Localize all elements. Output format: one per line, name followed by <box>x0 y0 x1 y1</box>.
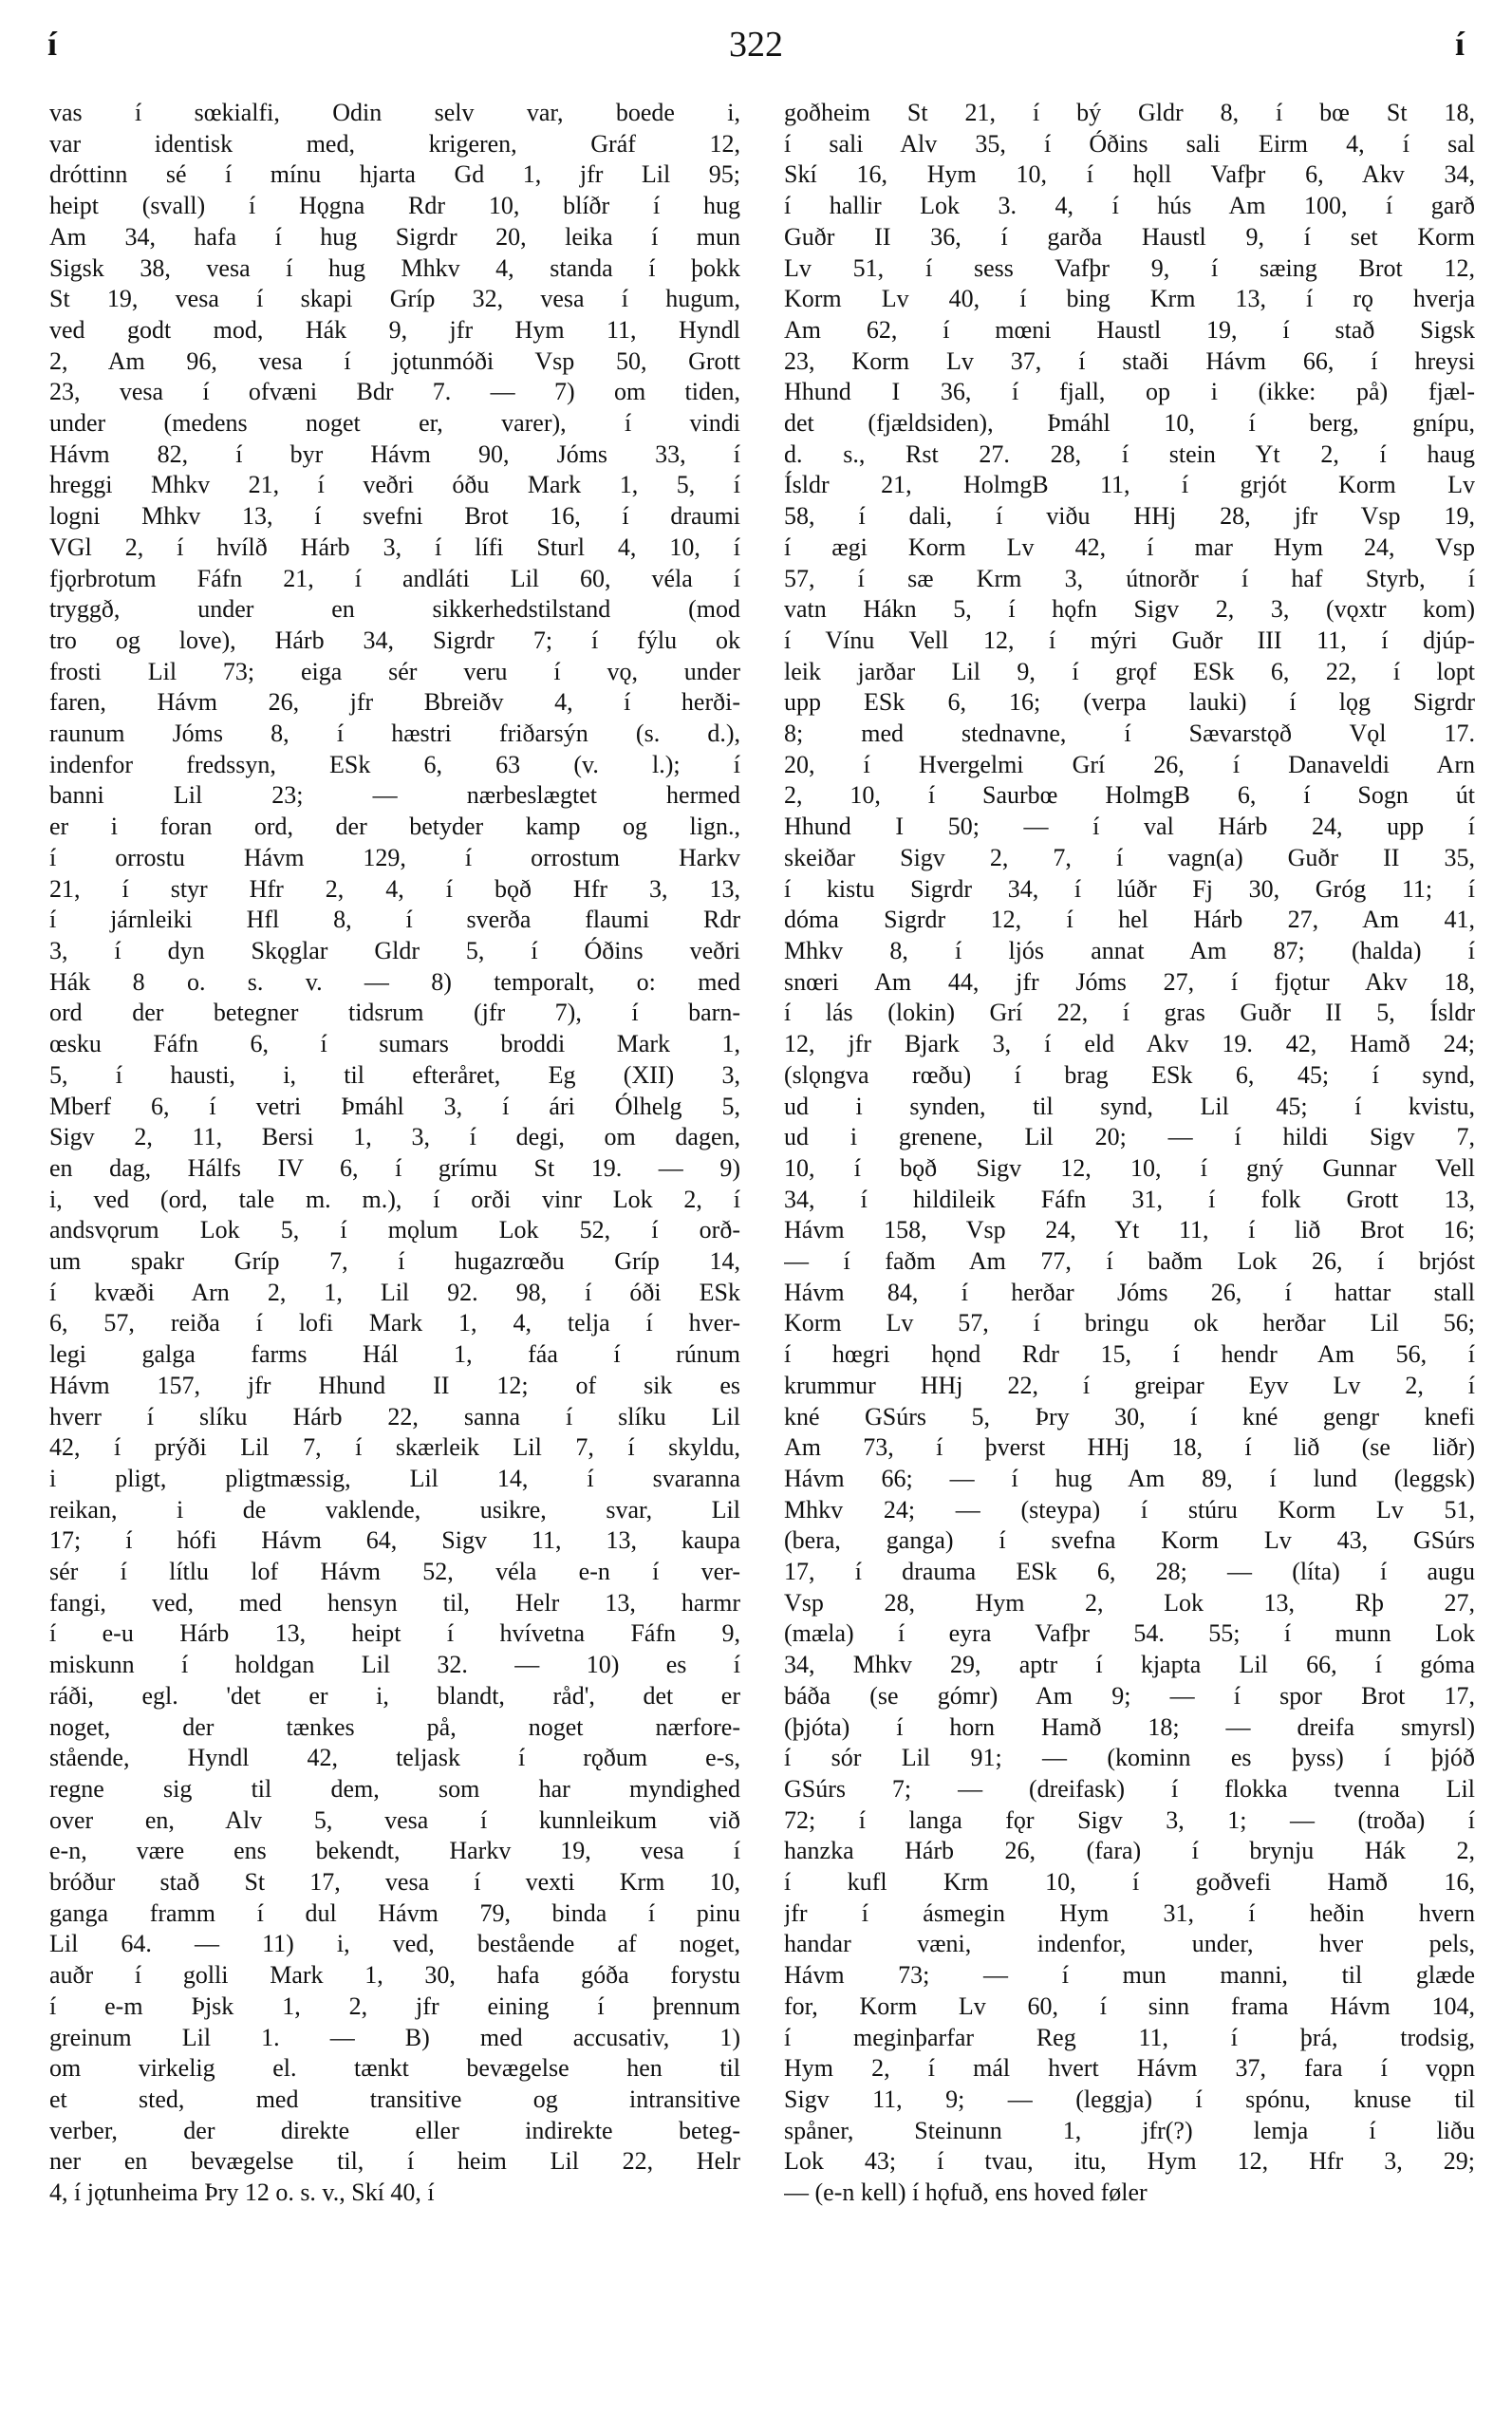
text-line: et sted, med transitive og intransitive <box>49 2085 740 2113</box>
text-line: 8; med stednavne, í Sævarstǫð Vǫl 17. <box>784 720 1475 748</box>
text-line: Guðr II 36, í garða Haustl 9, í set Korm <box>784 222 1475 251</box>
text-line: Hhund I 36, í fjall, op i (ikke: på) fjæl- <box>784 378 1475 406</box>
text-line: d. s., Rst 27. 28, í stein Yt 2, í haug <box>784 439 1475 468</box>
page-number: 322 <box>729 25 783 65</box>
left-text-column <box>49 98 740 2209</box>
text-line: banni Lil 23; — nærbeslægtet hermed <box>49 781 740 810</box>
text-line: i, ved (ord, tale m. m.), í orði vinr Lok 2, í <box>49 1185 740 1213</box>
text-line: greinum Lil 1. — B) med accusativ, 1) <box>49 2023 740 2051</box>
text-line: 12, jfr Bjark 3, í eld Akv 19. 42, Hamð 24; <box>784 1030 1475 1058</box>
text-line: Korm Lv 57, í bringu ok herðar Lil 56; <box>784 1309 1475 1337</box>
text-line: Sigv 11, 9; — (leggja) í spónu, knuse til <box>784 2085 1475 2113</box>
text-line: miskunn í holdgan Lil 32. — 10) es í <box>49 1651 740 1679</box>
text-line: ved godt mod, Hák 9, jfr Hym 11, Hyndl <box>49 315 740 344</box>
text-line: legi galga farms Hál 1, fáa í rúnum <box>49 1340 740 1369</box>
text-line: ud i grenene, Lil 20; — í hildi Sigv 7, <box>784 1123 1475 1151</box>
text-line: om virkelig el. tænkt bevægelse hen til <box>49 2054 740 2083</box>
text-line: er i foran ord, der betyder kamp og lign., <box>49 813 740 841</box>
text-line: — (e-n kell) í hǫfuð, ens hoved føler <box>784 2179 1148 2207</box>
text-line: 58, í dali, í viðu HHj 28, jfr Vsp 19, <box>784 502 1475 531</box>
text-line: en dag, Hálfs IV 6, í grímu St 19. — 9) <box>49 1153 740 1182</box>
text-line: dróttinn sé í mínu hjarta Gd 1, jfr Lil 95; <box>49 160 740 189</box>
text-line: Hávm 82, í byr Hávm 90, Jóms 33, í <box>49 439 740 468</box>
text-line: ráði, egl. 'det er i, blandt, råd', det er <box>49 1681 740 1710</box>
text-line: í hallir Lok 3. 4, í hús Am 100, í garð <box>784 192 1475 220</box>
text-line: stående, Hyndl 42, teljask í rǫðum e-s, <box>49 1744 740 1772</box>
text-line: 5, í hausti, i, til efteråret, Eg (XII) 3, <box>49 1060 740 1089</box>
text-line: í hœgri hǫnd Rdr 15, í hendr Am 56, í <box>784 1340 1475 1369</box>
text-line: 21, í styr Hfr 2, 4, í bǫð Hfr 3, 13, <box>49 874 740 903</box>
text-line: (slǫngva rœðu) í brag ESk 6, 45; í synd, <box>784 1060 1475 1089</box>
text-line: œsku Fáfn 6, í sumars broddi Mark 1, <box>49 1030 740 1058</box>
text-line: Hávm 66; — í hug Am 89, í lund (leggsk) <box>784 1464 1475 1492</box>
text-line: Skí 16, Hym 10, í hǫll Vafþr 6, Akv 34, <box>784 160 1475 189</box>
text-line: í e-u Hárb 13, heipt í hvívetna Fáfn 9, <box>49 1619 740 1648</box>
text-line: Sigsk 38, vesa í hug Mhkv 4, standa í þokk <box>49 253 740 282</box>
text-line: (mæla) í eyra Vafþr 54. 55; í munn Lok <box>784 1619 1475 1648</box>
text-line: leik jarðar Lil 9, í grǫf ESk 6, 22, í lopt <box>784 657 1475 685</box>
text-line: Hávm 157, jfr Hhund II 12; of sik es <box>49 1371 740 1399</box>
text-line: 20, í Hvergelmi Grí 26, í Danaveldi Arn <box>784 750 1475 778</box>
text-line: um spakr Gríp 7, í hugazrœðu Gríp 14, <box>49 1247 740 1276</box>
text-line: Lv 51, í sess Vafþr 9, í sæing Brot 12, <box>784 253 1475 282</box>
text-line: Ísldr 21, HolmgB 11, í grjót Korm Lv <box>784 471 1475 499</box>
text-line: vas í sœkialfi, Odin selv var, boede i, <box>49 99 740 126</box>
text-line: í kistu Sigrdr 34, í lúðr Fj 30, Gróg 11; í <box>784 874 1475 903</box>
text-line: kné GSúrs 5, Þry 30, í kné gengr knefi <box>784 1402 1475 1431</box>
text-line: 57, í sæ Krm 3, útnorðr í haf Styrb, í <box>784 564 1475 592</box>
text-line: skeiðar Sigv 2, 7, í vagn(a) Guðr II 35, <box>784 843 1475 871</box>
text-line: 3, í dyn Skǫglar Gldr 5, í Óðins veðri <box>49 936 740 964</box>
text-line: fangi, ved, med hensyn til, Helr 13, harmr <box>49 1588 740 1617</box>
text-line: 4, í jǫtunheima Þry 12 o. s. v., Skí 40, í <box>49 2179 435 2207</box>
text-line: Mhkv 24; — (steypa) í stúru Korm Lv 51, <box>784 1495 1475 1524</box>
text-line: í e-m Þjsk 1, 2, jfr eining í þrennum <box>49 1992 740 2020</box>
text-line: vatn Hákn 5, í hǫfn Sigv 2, 3, (vǫxtr kom) <box>784 595 1475 624</box>
text-line: reikan, i de vaklende, usikre, svar, Lil <box>49 1495 740 1524</box>
text-line: hverr í slíku Hárb 22, sanna í slíku Lil <box>49 1402 740 1431</box>
text-line: var identisk med, krigeren, Gráf 12, <box>49 129 740 158</box>
text-line: Mberf 6, í vetri Þmáhl 3, í ári Ólhelg 5, <box>49 1092 740 1120</box>
text-line: Hhund I 50; — í val Hárb 24, upp í <box>784 813 1475 841</box>
text-line: tro og love), Hárb 34, Sigrdr 7; í fýlu ok <box>49 626 740 654</box>
text-line: andsvǫrum Lok 5, í mǫlum Lok 52, í orð- <box>49 1216 740 1244</box>
text-line: ganga framm í dul Hávm 79, binda í pinu <box>49 1898 740 1927</box>
text-line: (þjóta) í horn Hamð 18; — dreifa smyrsl) <box>784 1712 1475 1741</box>
text-line: ner en bevægelse til, í heim Lil 22, Helr <box>49 2147 740 2176</box>
text-line: sér í lítlu lof Hávm 52, véla e-n í ver- <box>49 1558 740 1586</box>
text-line: í járnleiki Hfl 8, í sverða flaumi Rdr <box>49 906 740 934</box>
text-line: 34, Mhkv 29, aptr í kjapta Lil 66, í góma <box>784 1651 1475 1679</box>
text-line: í orrostu Hávm 129, í orrostum Harkv <box>49 843 740 871</box>
text-line: Hávm 84, í herðar Jóms 26, í hattar stall <box>784 1278 1475 1306</box>
text-line: í kufl Krm 10, í goðvefi Hamð 16, <box>784 1868 1475 1897</box>
text-line: 23, Korm Lv 37, í staði Hávm 66, í hreysi <box>784 346 1475 375</box>
text-line: hreggi Mhkv 21, í veðri óðu Mark 1, 5, í <box>49 471 740 499</box>
text-line: indenfor fredssyn, ESk 6, 63 (v. l.); í <box>49 750 740 778</box>
header-left-headword: í <box>47 25 58 63</box>
text-line: goðheim St 21, í bý Gldr 8, í bœ St 18, <box>784 99 1475 126</box>
text-line: Vsp 28, Hym 2, Lok 13, Rþ 27, <box>784 1588 1475 1617</box>
text-line: Korm Lv 40, í bing Krm 13, í rǫ hverja <box>784 285 1475 313</box>
text-line: spåner, Steinunn 1, jfr(?) lemja í liðu <box>784 2116 1475 2144</box>
text-line: 6, 57, reiða í lofi Mark 1, 4, telja í hver- <box>49 1309 740 1337</box>
text-line: frosti Lil 73; eiga sér veru í vǫ, under <box>49 657 740 685</box>
text-line: krummur HHj 22, í greipar Eyv Lv 2, í <box>784 1371 1475 1399</box>
text-line: Hávm 158, Vsp 24, Yt 11, í lið Brot 16; <box>784 1216 1475 1244</box>
text-line: hanzka Hárb 26, (fara) í brynju Hák 2, <box>784 1837 1475 1865</box>
text-line: under (medens noget er, varer), í vindi <box>49 409 740 438</box>
text-line: 42, í prýði Lil 7, í skærleik Lil 7, í skyldu, <box>49 1433 740 1462</box>
text-line: fjǫrbrotum Fáfn 21, í andláti Lil 60, véla í <box>49 564 740 592</box>
text-line: handar væni, indenfor, under, hver pels, <box>784 1930 1475 1958</box>
text-line: Mhkv 8, í ljós annat Am 87; (halda) í <box>784 936 1475 964</box>
text-line: Am 73, í þverst HHj 18, í lið (se liðr) <box>784 1433 1475 1462</box>
text-line: Sigv 2, 11, Bersi 1, 3, í degi, om dagen, <box>49 1123 740 1151</box>
text-line: í sór Lil 91; — (kominn es þyss) í þjóð <box>784 1744 1475 1772</box>
text-line: over en, Alv 5, vesa í kunnleikum við <box>49 1805 740 1834</box>
text-line: Hávm 73; — í mun manni, til glæde <box>784 1961 1475 1990</box>
text-line: verber, der direkte eller indirekte beteg- <box>49 2116 740 2144</box>
text-line: tryggð, under en sikkerhedstilstand (mod <box>49 595 740 624</box>
text-line: 2, Am 96, vesa í jǫtunmóði Vsp 50, Grott <box>49 346 740 375</box>
text-line: Am 62, í mœni Haustl 19, í stað Sigsk <box>784 315 1475 344</box>
text-line: Lil 64. — 11) i, ved, bestående af noget, <box>49 1930 740 1958</box>
text-line: logni Mhkv 13, í svefni Brot 16, í draumi <box>49 502 740 531</box>
text-line: í lás (lokin) Grí 22, í gras Guðr II 5, Ísldr <box>784 999 1475 1027</box>
text-line: ord der betegner tidsrum (jfr 7), í barn- <box>49 999 740 1027</box>
text-line: 2, 10, í Saurbœ HolmgB 6, í Sogn út <box>784 781 1475 810</box>
header-right-headword: í <box>1454 25 1465 63</box>
text-line: í kvæði Arn 2, 1, Lil 92. 98, í óði ESk <box>49 1278 740 1306</box>
text-line: auðr í golli Mark 1, 30, hafa góða forystu <box>49 1961 740 1990</box>
text-line: snœri Am 44, jfr Jóms 27, í fjǫtur Akv 18, <box>784 967 1475 996</box>
text-line: báða (se gómr) Am 9; — í spor Brot 17, <box>784 1681 1475 1710</box>
text-line: dóma Sigrdr 12, í hel Hárb 27, Am 41, <box>784 906 1475 934</box>
text-line: upp ESk 6, 16; (verpa lauki) í lǫg Sigrdr <box>784 688 1475 717</box>
text-line: det (fjældsiden), Þmáhl 10, í berg, gnípu, <box>784 409 1475 438</box>
text-line: (bera, ganga) í svefna Korm Lv 43, GSúrs <box>784 1526 1475 1555</box>
text-line: bróður stað St 17, vesa í vexti Krm 10, <box>49 1868 740 1897</box>
text-line: noget, der tænkes på, noget nærfore- <box>49 1712 740 1741</box>
text-line: ud i synden, til synd, Lil 45; í kvistu, <box>784 1092 1475 1120</box>
text-line: 23, vesa í ofvæni Bdr 7. — 7) om tiden, <box>49 378 740 406</box>
text-line: 72; í langa fǫr Sigv 3, 1; — (troða) í <box>784 1805 1475 1834</box>
text-line: í ægi Korm Lv 42, í mar Hym 24, Vsp <box>784 533 1475 561</box>
text-line: í meginþarfar Reg 11, í þrá, trodsig, <box>784 2023 1475 2051</box>
text-line: St 19, vesa í skapi Gríp 32, vesa í hugum, <box>49 285 740 313</box>
text-line: GSúrs 7; — (dreifask) í flokka tvenna Lil <box>784 1774 1475 1803</box>
text-line: heipt (svall) í Hǫgna Rdr 10, blíðr í hug <box>49 192 740 220</box>
text-line: Hák 8 o. s. v. — 8) temporalt, o: med <box>49 967 740 996</box>
text-line: e-n, være ens bekendt, Harkv 19, vesa í <box>49 1837 740 1865</box>
text-line: faren, Hávm 26, jfr Bbreiðv 4, í herði- <box>49 688 740 717</box>
text-line: Lok 43; í tvau, itu, Hym 12, Hfr 3, 29; <box>784 2147 1475 2176</box>
text-line: raunum Jóms 8, í hæstri friðarsýn (s. d.), <box>49 720 740 748</box>
text-line: for, Korm Lv 60, í sinn frama Hávm 104, <box>784 1992 1475 2020</box>
right-text-column <box>784 98 1475 2209</box>
text-line: jfr í ásmegin Hym 31, í heðin hvern <box>784 1898 1475 1927</box>
text-line: í sali Alv 35, í Óðins sali Eirm 4, í sal <box>784 129 1475 158</box>
text-line: Am 34, hafa í hug Sigrdr 20, leika í mun <box>49 222 740 251</box>
text-line: 34, í hildileik Fáfn 31, í folk Grott 13, <box>784 1185 1475 1213</box>
text-line: í Vínu Vell 12, í mýri Guðr III 11, í djúp- <box>784 626 1475 654</box>
text-line: VGl 2, í hvílð Hárb 3, í lífi Sturl 4, 10, í <box>49 533 740 561</box>
text-line: Hym 2, í mál hvert Hávm 37, fara í vǫpn <box>784 2054 1475 2083</box>
text-line: 10, í bǫð Sigv 12, 10, í gný Gunnar Vell <box>784 1153 1475 1182</box>
text-line: — í faðm Am 77, í baðm Lok 26, í brjóst <box>784 1247 1475 1276</box>
text-line: 17, í drauma ESk 6, 28; — (líta) í augu <box>784 1558 1475 1586</box>
text-line: regne sig til dem, som har myndighed <box>49 1774 740 1803</box>
text-line: i pligt, pligtmæssig, Lil 14, í svaranna <box>49 1464 740 1492</box>
text-line: 17; í hófi Hávm 64, Sigv 11, 13, kaupa <box>49 1526 740 1555</box>
